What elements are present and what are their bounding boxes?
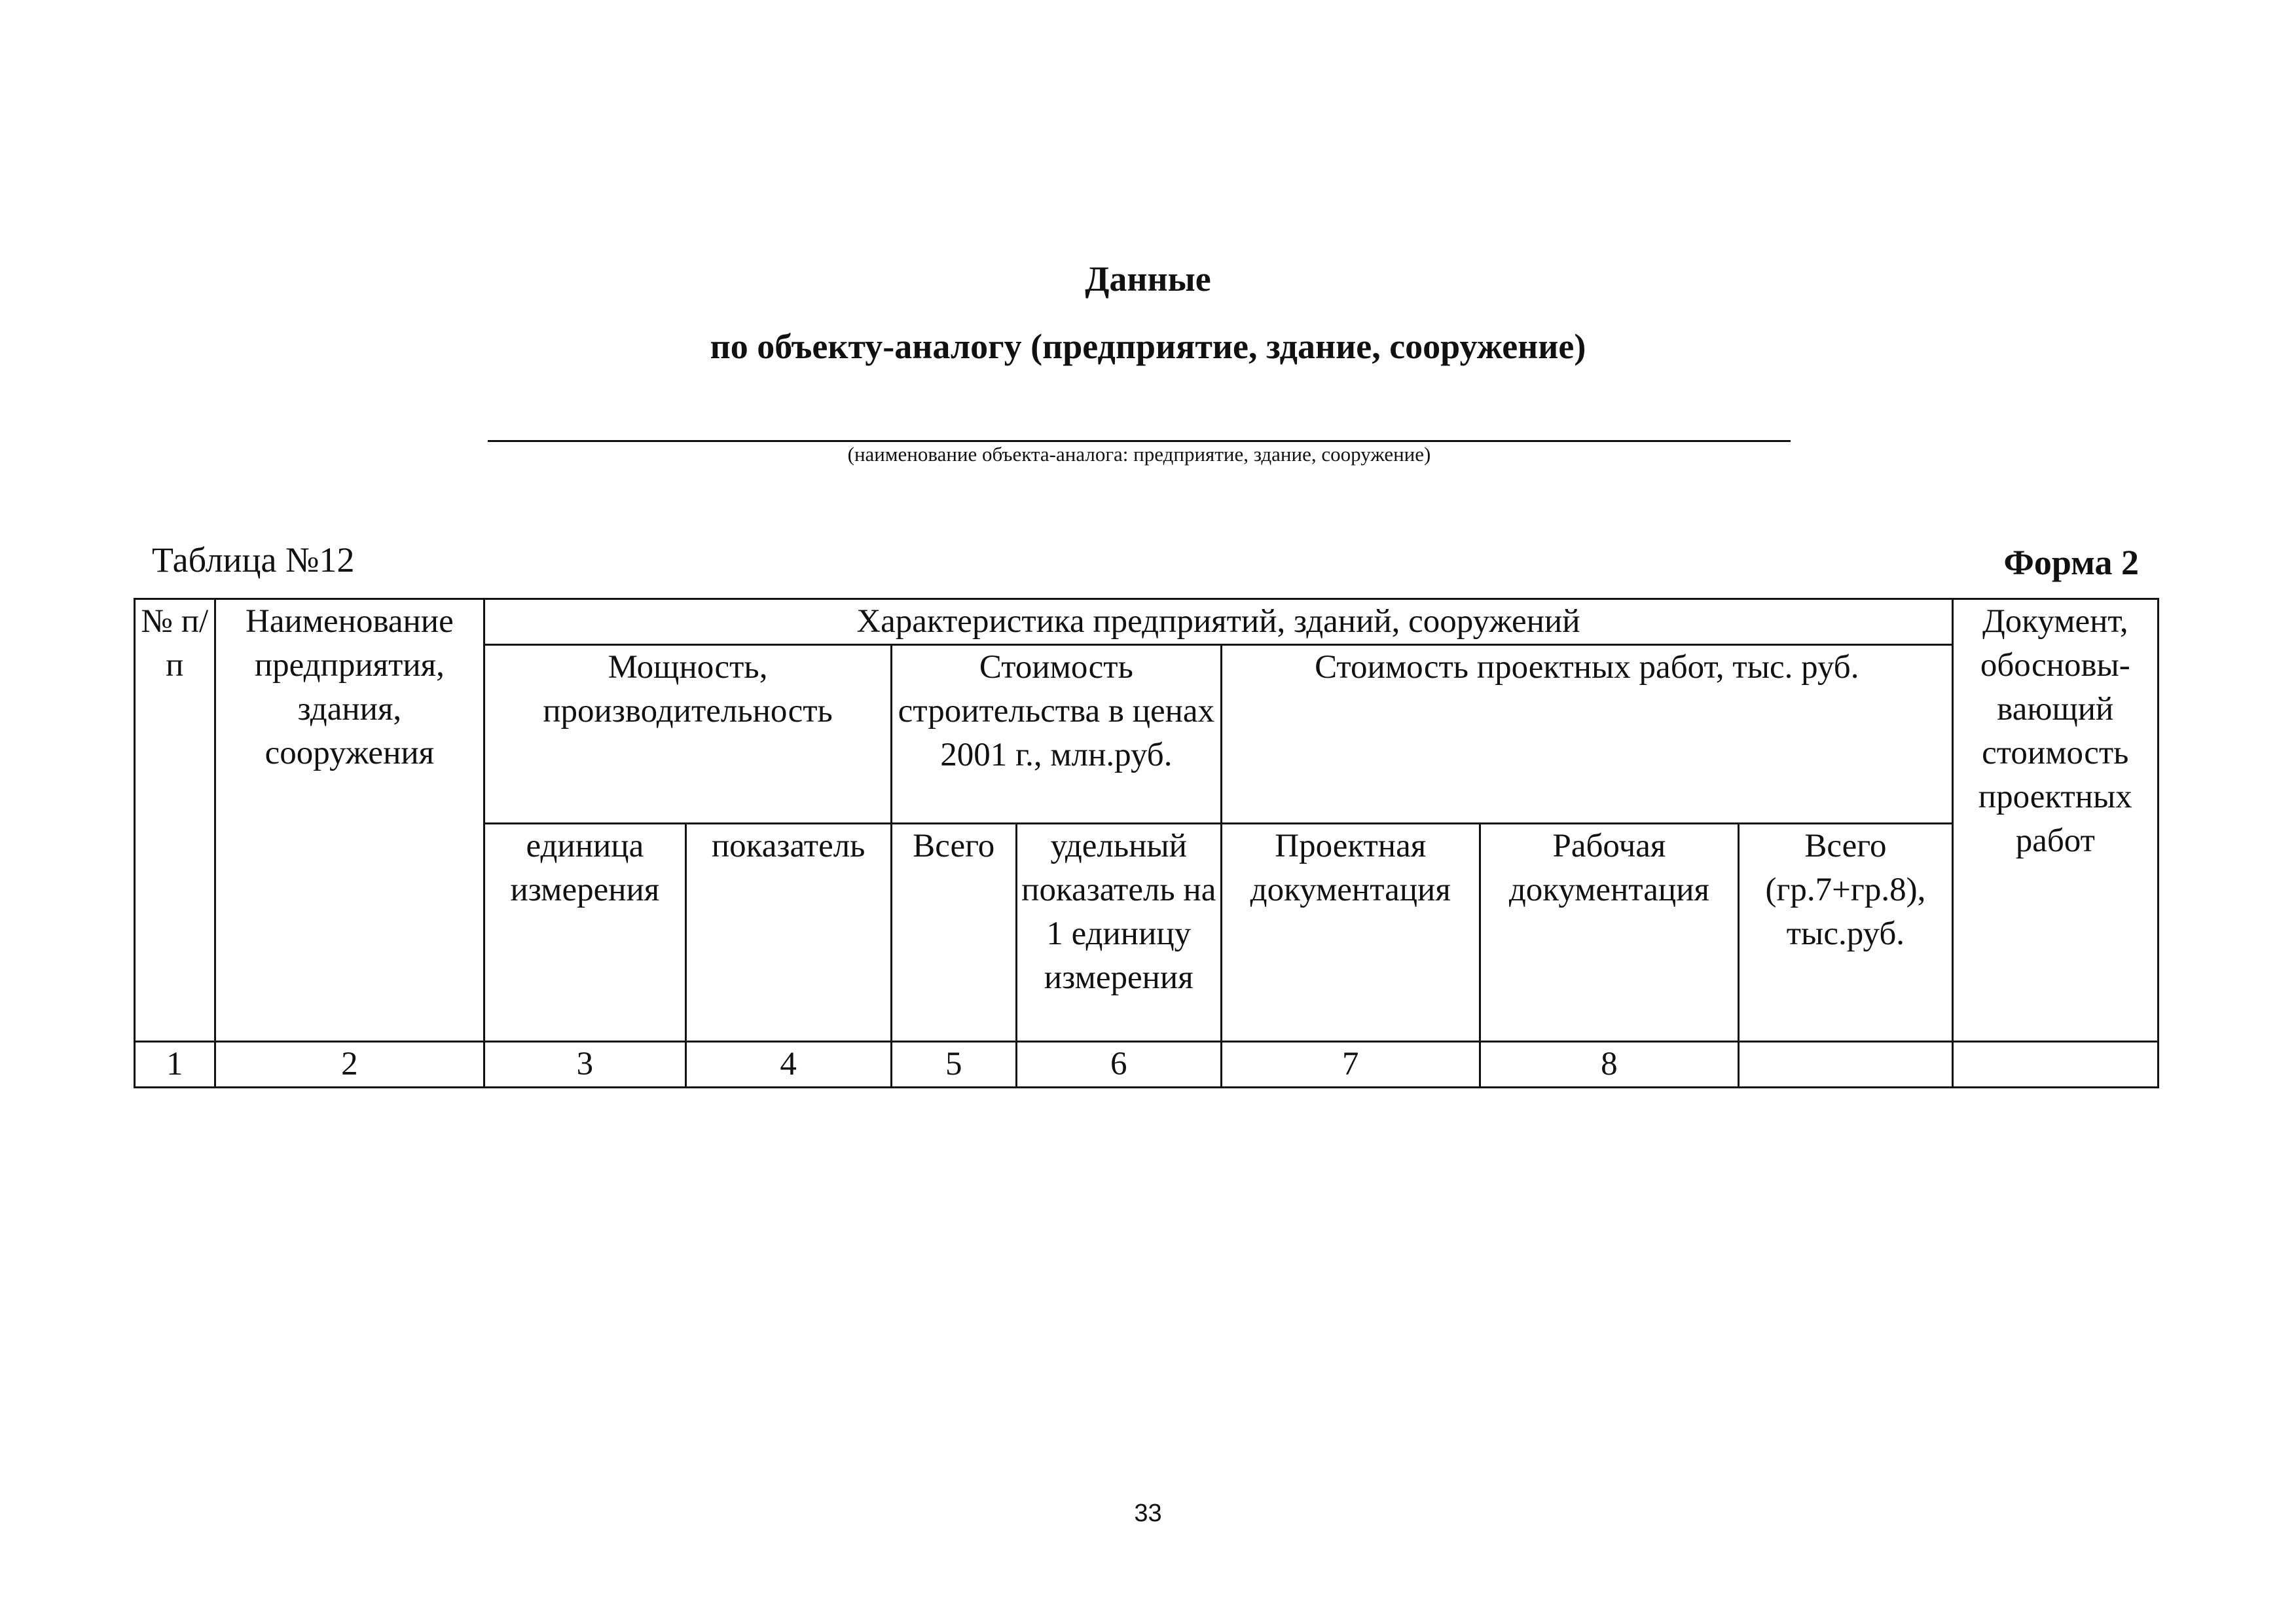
form-number-label: Форма 2 [2003,543,2139,582]
column-number-cell: 7 [1221,1042,1480,1088]
column-number-cell: 8 [1480,1042,1739,1088]
document-title: Данные [1085,259,1211,299]
document-subtitle: по объекту-аналогу (предприятие, здание, сооружение) [710,327,1586,366]
column-number-cell: 3 [484,1042,685,1088]
header-cell-characteristics: Характеристика предприятий, зданий, сооружений [484,599,1952,645]
header-cell-design-cost: Стоимость проектных работ, тыс. руб. [1221,645,1952,824]
column-number-cell: 6 [1016,1042,1221,1088]
header-cell-unit: единица измерения [484,824,685,1042]
header-cell-specific: удельный показатель на 1 единицу измерения [1016,824,1221,1042]
header-cell-total: Всего [891,824,1016,1042]
header-cell-working-doc: Рабочая документация [1480,824,1739,1042]
column-number-cell: 1 [135,1042,215,1088]
column-number-cell [1739,1042,1952,1088]
column-number-cell [1952,1042,2158,1088]
object-name-caption: (наименование объекта-аналога: предприятие, здание, сооружение) [847,443,1431,466]
header-cell-total-design: Всего (гр.7+гр.8), тыс.руб. [1739,824,1952,1042]
header-cell-construction-cost: Стоимость строительства в ценах 2001 г., млн.руб. [891,645,1221,824]
header-cell-name: Наименование предприятия, здания, сооружения [215,599,484,1042]
header-cell-document: Документ, обосновы-вающий стоимость проектных работ [1952,599,2158,1042]
header-cell-number: № п/п [135,599,215,1042]
header-cell-project-doc: Проектная документация [1221,824,1480,1042]
column-number-cell: 4 [685,1042,891,1088]
table-header-row-1 [135,599,2159,645]
table-number-label: Таблица №12 [152,540,355,580]
object-name-line [488,440,1791,442]
analog-object-table [134,598,2159,1088]
page-number: 33 [1134,1500,1162,1527]
column-number-cell: 2 [215,1042,484,1088]
table-column-numbers-row [135,1042,2159,1088]
header-cell-capacity: Мощность, производительность [484,645,892,824]
header-cell-indicator: показатель [685,824,891,1042]
column-number-cell: 5 [891,1042,1016,1088]
